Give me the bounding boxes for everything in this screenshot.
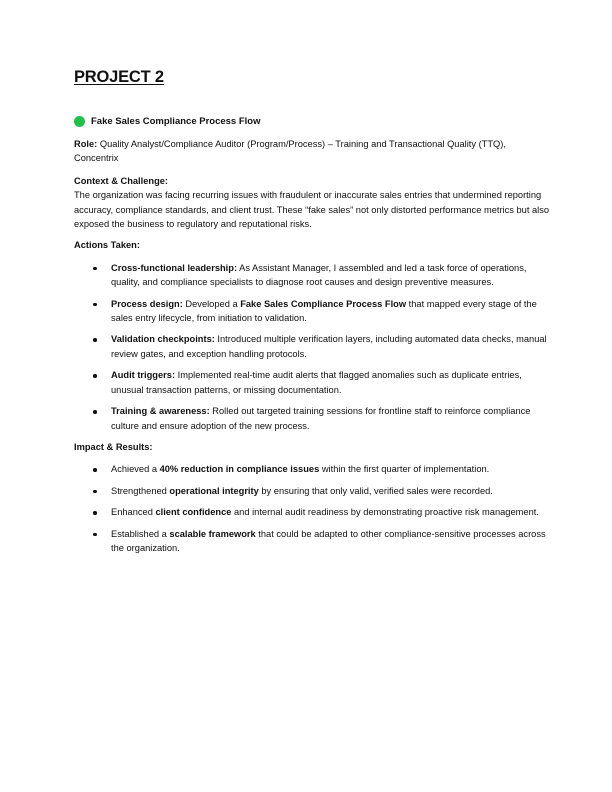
item-text: Developed a — [182, 298, 241, 309]
item-text: Established a — [111, 528, 170, 539]
green-circle-icon — [74, 116, 85, 127]
context-text: The organization was facing recurring issues with fraudulent or inaccurate sales entries that undermined reporting accuracy, compliance standards, and client trust. These “fake sales” not only distorted performance metrics but also exposed the business to regulatory and reputational risks. — [74, 190, 550, 230]
item-text: that mapped every stage of the sales entry lifecycle, from initiation to validation. — [111, 298, 537, 324]
list-item — [111, 261, 550, 290]
list-item — [111, 484, 550, 498]
role-paragraph — [74, 137, 550, 166]
item-label: Process design: — [111, 298, 183, 309]
item-label: Audit triggers: — [111, 370, 176, 381]
item-text: As Assistant Manager, I assembled and led a task force of operations, quality, and compliance specialists to diagnose root causes and design preventive measures. — [111, 262, 527, 288]
item-label: Validation checkpoints: — [111, 334, 215, 345]
list-item — [111, 368, 550, 397]
project-subtitle-row — [74, 116, 550, 127]
item-emphasis: 40% reduction in compliance issues — [159, 464, 320, 475]
item-text: Implemented real-time audit alerts that flagged anomalies such as duplicate entries, unusual transaction patterns, or missing documentation. — [111, 370, 522, 395]
list-item — [111, 404, 550, 433]
item-label: Training & awareness: — [111, 406, 210, 417]
impact-list — [74, 462, 550, 555]
page-title: PROJECT 2 — [74, 68, 164, 86]
actions-list — [74, 261, 550, 433]
item-text: Enhanced — [111, 507, 156, 518]
role-label: Role: — [74, 139, 98, 149]
project-subtitle: Fake Sales Compliance Process Flow — [91, 116, 261, 127]
list-item — [111, 527, 550, 556]
item-label: Cross-functional leadership: — [111, 262, 238, 273]
context-heading: Context & Challenge: — [74, 175, 169, 186]
item-text: Rolled out targeted training sessions for frontline staff to reinforce compliance culture and ensure adoption of the new process. — [111, 406, 531, 431]
actions-heading: Actions Taken: — [74, 240, 140, 251]
item-text: that could be adapted to other compliance-sensitive processes across the organization. — [111, 528, 546, 553]
list-item — [111, 462, 550, 476]
item-emphasis: operational integrity — [169, 485, 259, 496]
item-emphasis: scalable framework — [169, 528, 256, 539]
role-text: Quality Analyst/Compliance Auditor (Program/Process) – Training and Transactional Quality (TTQ), Concentrix — [74, 139, 506, 164]
item-text: and internal audit readiness by demonstrating proactive risk management. — [231, 507, 539, 518]
impact-heading: Impact & Results: — [74, 441, 153, 452]
list-item — [111, 505, 550, 519]
item-emphasis: client confidence — [155, 507, 232, 518]
item-text: within the first quarter of implementation. — [319, 464, 490, 475]
item-emphasis: Fake Sales Compliance Process Flow — [240, 298, 407, 309]
list-item — [111, 332, 550, 361]
list-item — [111, 297, 550, 326]
item-text: Introduced multiple verification layers, including automated data checks, manual review gates, and exception handling protocols. — [111, 334, 547, 359]
item-text: Achieved a — [111, 464, 160, 475]
item-text: Strengthened — [111, 485, 170, 496]
item-text: by ensuring that only valid, verified sales were recorded. — [258, 485, 493, 496]
